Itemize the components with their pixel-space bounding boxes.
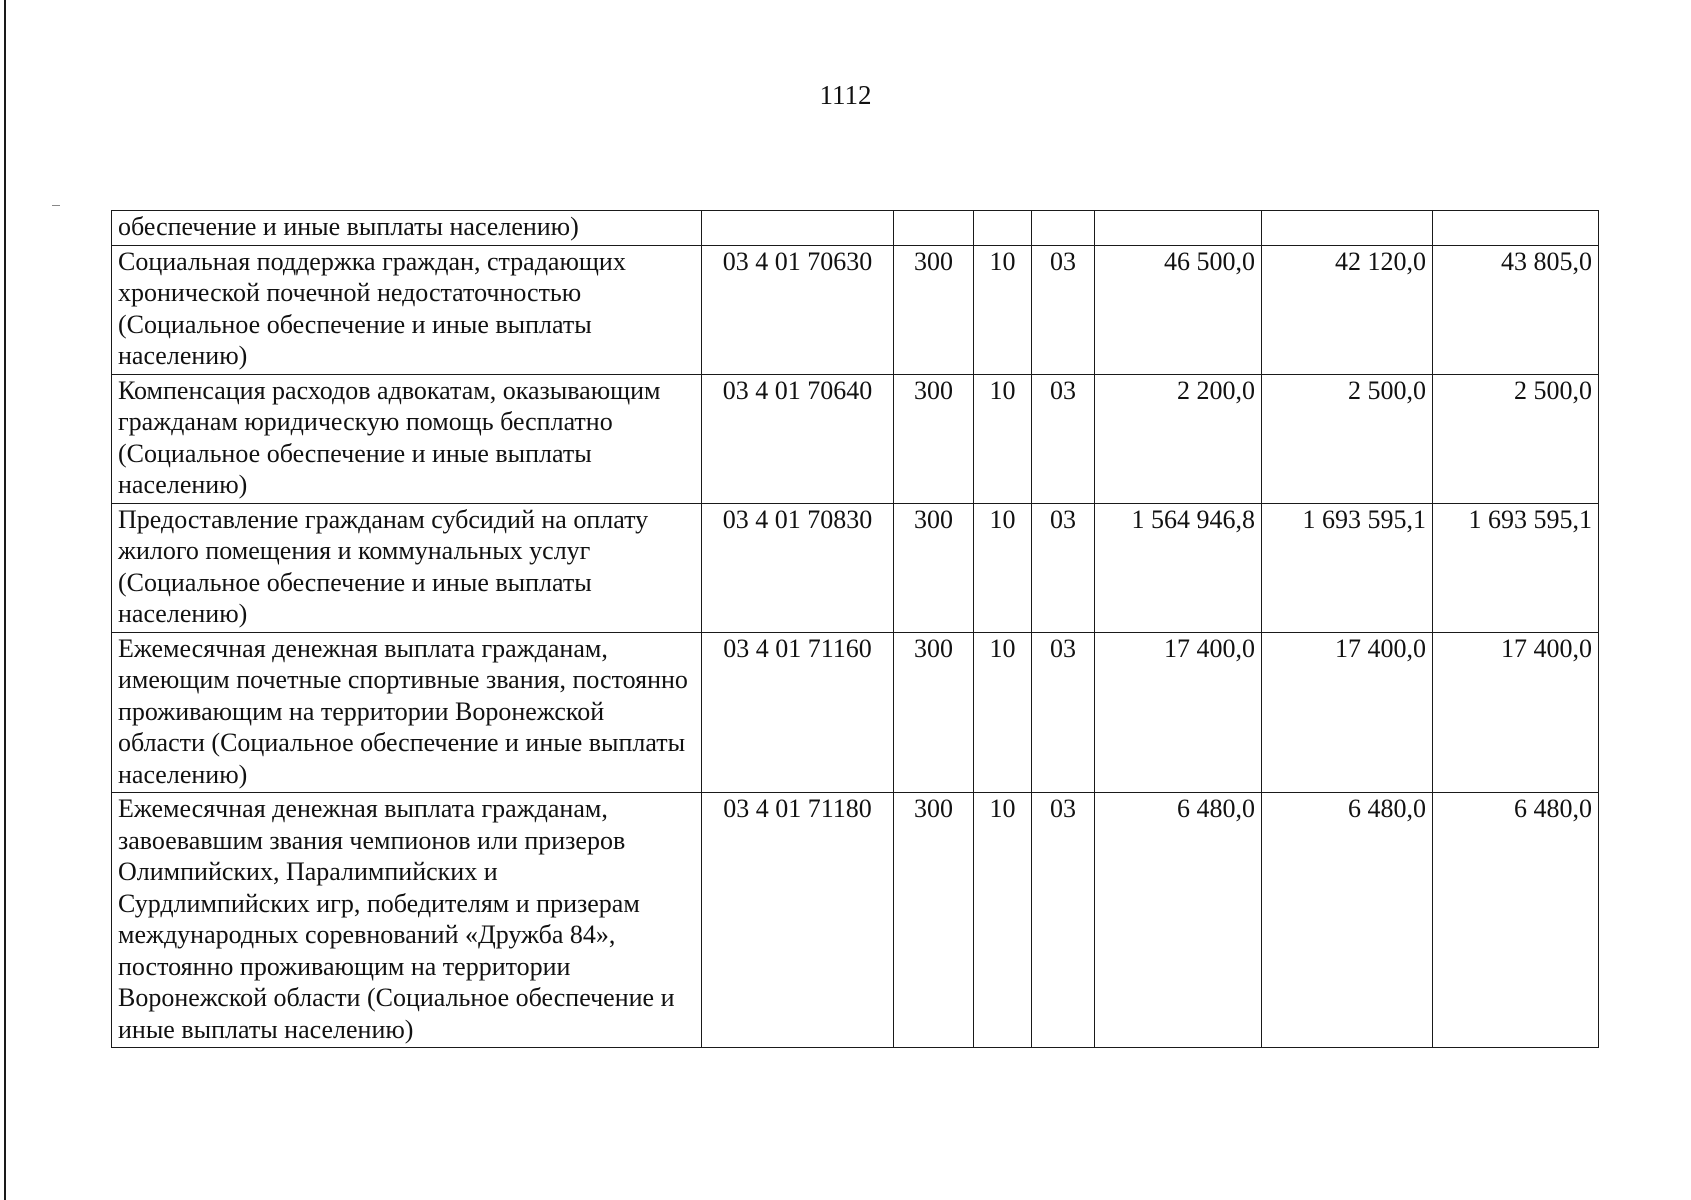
budget-table xyxy=(111,210,1599,1048)
row-program-code: 03 4 01 71180 xyxy=(702,793,894,1048)
table-row xyxy=(112,503,1599,632)
row-expense-group: 300 xyxy=(894,632,974,793)
row-section: 10 xyxy=(974,793,1032,1048)
table-row xyxy=(112,211,1599,246)
table-row xyxy=(112,632,1599,793)
row-section: 10 xyxy=(974,632,1032,793)
row-sum-2: 1 693 595,1 xyxy=(1262,503,1433,632)
row-program-code: 03 4 01 70640 xyxy=(702,374,894,503)
row-sum-3: 1 693 595,1 xyxy=(1433,503,1599,632)
row-sum-2: 42 120,0 xyxy=(1262,245,1433,374)
row-subsection: 03 xyxy=(1032,503,1095,632)
row-sum-3 xyxy=(1433,211,1599,246)
scan-margin-mark xyxy=(52,205,60,206)
row-expense-group: 300 xyxy=(894,503,974,632)
table-row xyxy=(112,245,1599,374)
row-subsection: 03 xyxy=(1032,245,1095,374)
row-subsection xyxy=(1032,211,1095,246)
row-expense-group: 300 xyxy=(894,793,974,1048)
page-number: 1112 xyxy=(819,80,872,110)
row-sum-1: 1 564 946,8 xyxy=(1095,503,1262,632)
row-sum-2: 6 480,0 xyxy=(1262,793,1433,1048)
row-expense-group: 300 xyxy=(894,374,974,503)
scan-left-edge xyxy=(4,0,6,1200)
row-description: обеспечение и иные выплаты населению) xyxy=(112,211,702,246)
row-sum-3: 17 400,0 xyxy=(1433,632,1599,793)
row-subsection: 03 xyxy=(1032,374,1095,503)
row-sum-2: 2 500,0 xyxy=(1262,374,1433,503)
row-section: 10 xyxy=(974,503,1032,632)
row-description: Ежемесячная денежная выплата гражданам, имеющим почетные спортивные звания, постоянно проживающим на территории Воронежской области (Социальное обеспечение и иные выплаты населению) xyxy=(112,632,702,793)
row-sum-1: 2 200,0 xyxy=(1095,374,1262,503)
table-row xyxy=(112,374,1599,503)
row-sum-3: 43 805,0 xyxy=(1433,245,1599,374)
row-sum-1: 17 400,0 xyxy=(1095,632,1262,793)
row-sum-2 xyxy=(1262,211,1433,246)
row-subsection: 03 xyxy=(1032,793,1095,1048)
row-sum-3: 6 480,0 xyxy=(1433,793,1599,1048)
row-program-code xyxy=(702,211,894,246)
row-description: Предоставление гражданам субсидий на оплату жилого помещения и коммунальных услуг (Социальное обеспечение и иные выплаты населению) xyxy=(112,503,702,632)
row-sum-1: 6 480,0 xyxy=(1095,793,1262,1048)
row-section: 10 xyxy=(974,245,1032,374)
row-subsection: 03 xyxy=(1032,632,1095,793)
row-description: Ежемесячная денежная выплата гражданам, завоевавшим звания чемпионов или призеров Олимпийских, Паралимпийских и Сурдлимпийских игр, победителям и призерам международных соревнований «Дружба 84», постоянно проживающим на территории Воронежской области (Социальное обеспечение и иные выплаты населению) xyxy=(112,793,702,1048)
row-program-code: 03 4 01 71160 xyxy=(702,632,894,793)
row-sum-1 xyxy=(1095,211,1262,246)
row-expense-group: 300 xyxy=(894,245,974,374)
row-sum-2: 17 400,0 xyxy=(1262,632,1433,793)
row-description: Социальная поддержка граждан, страдающих хронической почечной недостаточностью (Социальное обеспечение и иные выплаты населению) xyxy=(112,245,702,374)
row-expense-group xyxy=(894,211,974,246)
table-row xyxy=(112,793,1599,1048)
row-program-code: 03 4 01 70630 xyxy=(702,245,894,374)
row-sum-1: 46 500,0 xyxy=(1095,245,1262,374)
row-sum-3: 2 500,0 xyxy=(1433,374,1599,503)
row-section: 10 xyxy=(974,374,1032,503)
row-program-code: 03 4 01 70830 xyxy=(702,503,894,632)
row-description: Компенсация расходов адвокатам, оказывающим гражданам юридическую помощь бесплатно (Социальное обеспечение и иные выплаты населению) xyxy=(112,374,702,503)
row-section xyxy=(974,211,1032,246)
